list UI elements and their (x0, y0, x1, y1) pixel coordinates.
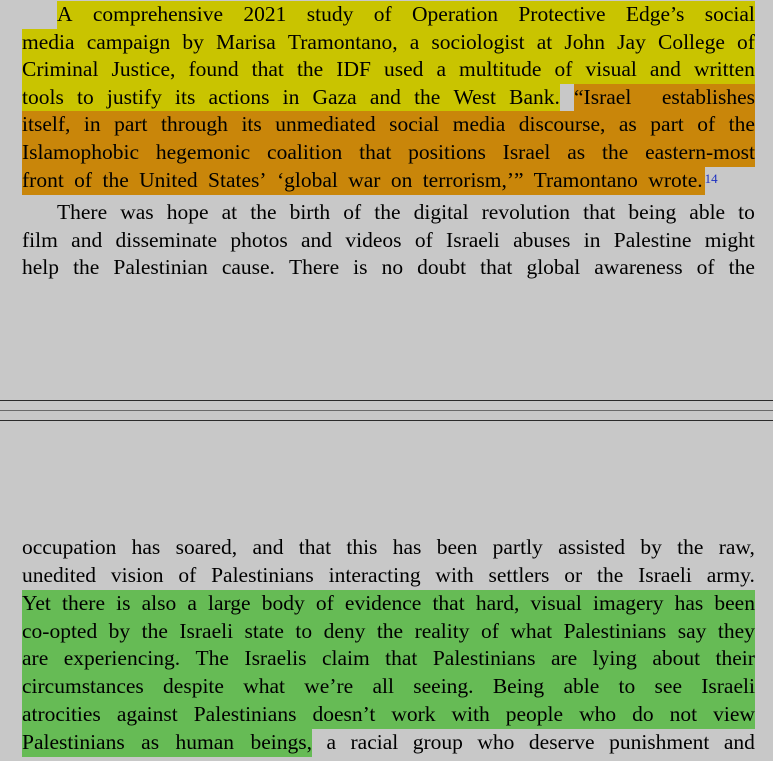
word: human (175, 730, 235, 754)
page-break (0, 400, 773, 421)
word: social (704, 2, 755, 26)
word: John (564, 30, 606, 54)
word: been (436, 535, 478, 559)
word: Israeli (179, 619, 234, 643)
word: not (669, 702, 698, 726)
word: found (188, 57, 239, 81)
word: as (618, 112, 637, 136)
word: revolution (481, 200, 571, 224)
word: of (697, 112, 716, 136)
word: and (649, 57, 681, 81)
word: to (77, 85, 94, 109)
word: despite (163, 674, 224, 698)
word: its (175, 85, 196, 109)
word: and (723, 730, 755, 754)
word: the (728, 112, 755, 136)
word: its (241, 112, 262, 136)
word: visual (530, 591, 582, 615)
word: media (452, 112, 506, 136)
document-page-lower (0, 421, 773, 761)
word: photos (230, 228, 288, 252)
word: Palestinians (211, 563, 314, 587)
word: Palestine (613, 228, 692, 252)
word: hard, (475, 591, 520, 615)
word: unmediated (275, 112, 376, 136)
word: a (326, 730, 337, 754)
word: of (343, 200, 362, 224)
word: are (550, 646, 578, 670)
word: that (480, 255, 513, 279)
word: IDF (336, 57, 371, 81)
highlight-orange (574, 84, 755, 112)
text-line (22, 590, 755, 618)
word: no (381, 255, 404, 279)
word: evidence (344, 591, 422, 615)
word: able (689, 200, 726, 224)
text-line (22, 729, 755, 757)
word: body (261, 591, 305, 615)
text-line (22, 1, 755, 29)
word: partly (492, 535, 543, 559)
word: soared, (175, 535, 238, 559)
word: atrocities (22, 702, 101, 726)
word: A (57, 2, 73, 26)
word: There (288, 255, 340, 279)
page-divider (0, 410, 773, 411)
word: been (714, 591, 755, 615)
word: the (250, 200, 277, 224)
word: the (601, 140, 629, 164)
word: occupation (22, 535, 117, 559)
word: large (208, 591, 251, 615)
word: digital (413, 200, 469, 224)
text-line (22, 562, 755, 590)
word: coalition (267, 140, 343, 164)
word: say (677, 619, 707, 643)
word: Gaza (312, 85, 357, 109)
word: terrorism,’” (422, 168, 524, 192)
word: war (348, 168, 381, 192)
word: claim (321, 646, 370, 670)
word: social (389, 112, 440, 136)
word: assisted (558, 535, 625, 559)
text-line (22, 111, 755, 139)
text-line (22, 56, 755, 84)
word: Israeli (701, 674, 755, 698)
word: circumstances (22, 674, 144, 698)
word: and (301, 228, 333, 252)
word: tools (22, 85, 64, 109)
word: do (632, 702, 654, 726)
word: The (195, 646, 229, 670)
word: by (108, 619, 131, 643)
word: through (161, 112, 228, 136)
word: of (554, 57, 573, 81)
footnote-link[interactable]: 14 (704, 171, 718, 186)
word: of (696, 255, 715, 279)
word: to (738, 200, 755, 224)
word: cause. (221, 255, 275, 279)
word: “Israel (574, 85, 632, 109)
word: racial (350, 730, 399, 754)
word: there (62, 591, 105, 615)
word: of (315, 591, 334, 615)
word: a (187, 591, 197, 615)
word: they (717, 619, 755, 643)
word: film (22, 228, 58, 252)
word: is (116, 591, 131, 615)
word: seeing. (413, 674, 474, 698)
word: lying (592, 646, 637, 670)
word: Islamophobic (22, 140, 140, 164)
word: the (414, 85, 441, 109)
word: positions (408, 140, 486, 164)
word: as (567, 140, 586, 164)
word: part (114, 112, 148, 136)
word: the (374, 200, 401, 224)
word: hope (166, 200, 209, 224)
word: front (22, 168, 64, 192)
word: the (728, 255, 755, 279)
word: hegemonic (155, 140, 251, 164)
word: to (618, 674, 636, 698)
word: Palestinian (113, 255, 208, 279)
word: sociologist (431, 30, 525, 54)
word: might (704, 228, 755, 252)
word: who (579, 702, 617, 726)
word: Israel (502, 140, 551, 164)
word: comprehensive (92, 2, 224, 26)
word: College (657, 30, 725, 54)
word: Yet (22, 591, 51, 615)
word: imagery (593, 591, 664, 615)
word: 2021 (243, 2, 287, 26)
word: that (385, 646, 418, 670)
word: we’re (304, 674, 354, 698)
word: army. (706, 563, 755, 587)
word: able (563, 674, 600, 698)
word: raw, (718, 535, 755, 559)
word: a (409, 30, 420, 54)
text-line (22, 139, 755, 167)
word: settlers (488, 563, 550, 587)
word: justify (106, 85, 162, 109)
highlight-yellow (57, 1, 755, 29)
text-line (22, 227, 755, 255)
word: in (282, 85, 300, 109)
word: has (131, 535, 161, 559)
word: as (141, 730, 160, 754)
word: who (477, 730, 515, 754)
word: beings, (250, 730, 312, 754)
word: view (713, 702, 755, 726)
highlight-green (22, 729, 312, 757)
word: Tramontano (533, 168, 638, 192)
word: about (652, 646, 701, 670)
word: Palestinians (432, 646, 536, 670)
word: the (73, 255, 100, 279)
word: Palestinians (22, 730, 125, 754)
word: the (296, 57, 324, 81)
word: discourse, (518, 112, 606, 136)
text-line (22, 701, 755, 729)
word: experiencing. (63, 646, 181, 670)
word: has (674, 591, 704, 615)
word: States’ (208, 168, 267, 192)
word: and (252, 535, 284, 559)
word: unedited (22, 563, 97, 587)
word: in (583, 228, 601, 252)
word: at (221, 200, 238, 224)
word: being (628, 200, 677, 224)
word: doubt (417, 255, 467, 279)
word: abuses (513, 228, 571, 252)
text-line (22, 84, 755, 112)
word: the (677, 535, 704, 559)
word: was (120, 200, 154, 224)
word: Criminal (22, 57, 99, 81)
word: written (693, 57, 755, 81)
word: of (414, 228, 433, 252)
word: a (436, 57, 446, 81)
word: campaign (86, 30, 171, 54)
word: and (71, 228, 103, 252)
word: deserve (528, 730, 595, 754)
word: with (435, 563, 474, 587)
word: reality (414, 619, 470, 643)
word: that (251, 57, 284, 81)
word: that (432, 591, 465, 615)
word: Israelis (244, 646, 307, 670)
word: what (510, 619, 553, 643)
word: people (505, 702, 564, 726)
word: There (57, 200, 108, 224)
word: are (22, 646, 49, 670)
text-line (22, 167, 755, 195)
word: also (141, 591, 177, 615)
word: doesn’t (312, 702, 376, 726)
word: multitude (459, 57, 542, 81)
word: their (715, 646, 755, 670)
word: against (116, 702, 178, 726)
highlight-orange (22, 167, 705, 195)
word: the (102, 168, 129, 192)
word: eastern-most (645, 140, 755, 164)
word: awareness (594, 255, 683, 279)
word: Palestinians (193, 702, 297, 726)
word: establishes (661, 85, 755, 109)
word: state (244, 619, 284, 643)
word: Protective (518, 2, 606, 26)
word: is (353, 255, 368, 279)
word: deny (323, 619, 366, 643)
word: videos (345, 228, 402, 252)
word: of (737, 30, 755, 54)
word: in (83, 112, 101, 136)
word: media (22, 30, 75, 54)
word: see (654, 674, 682, 698)
word: punishment (609, 730, 710, 754)
word: itself, (22, 112, 71, 136)
word: United (139, 168, 198, 192)
text-line (22, 645, 755, 673)
word: used (383, 57, 424, 81)
word: at (536, 30, 553, 54)
word: wrote. (648, 168, 703, 192)
word: Edge’s (625, 2, 685, 26)
word: West (453, 85, 496, 109)
word: global (526, 255, 581, 279)
word: by (640, 535, 662, 559)
word: with (451, 702, 490, 726)
highlight-yellow (22, 84, 560, 112)
word: visual (585, 57, 637, 81)
word: vision (110, 563, 164, 587)
word: that (359, 140, 392, 164)
word: Israeli (638, 563, 692, 587)
text-line (22, 534, 755, 562)
word: Bank. (509, 85, 560, 109)
word: part (650, 112, 684, 136)
word: to (295, 619, 313, 643)
word: what (243, 674, 286, 698)
text-line (22, 618, 755, 646)
word: Tramontano, (287, 30, 398, 54)
word: that (298, 535, 332, 559)
word: help (22, 255, 60, 279)
word: Israeli (446, 228, 500, 252)
word: Marisa (216, 30, 276, 54)
word: and (369, 85, 401, 109)
text-line (22, 29, 755, 57)
word: study (306, 2, 354, 26)
word: has (392, 535, 422, 559)
word: Operation (412, 2, 498, 26)
word: this (346, 535, 378, 559)
text-line (22, 254, 755, 282)
word: on (390, 168, 413, 192)
text-line (22, 199, 755, 227)
word: of (74, 168, 93, 192)
word: of (373, 2, 392, 26)
word: ‘global (276, 168, 338, 192)
word: actions (208, 85, 270, 109)
word: Justice, (111, 57, 176, 81)
word: disseminate (115, 228, 218, 252)
word: Palestinians (563, 619, 667, 643)
word: the (597, 563, 624, 587)
word: or (564, 563, 583, 587)
word: interacting (328, 563, 421, 587)
word: of (480, 619, 499, 643)
text-line (22, 673, 755, 701)
word: all (372, 674, 394, 698)
word: birth (289, 200, 331, 224)
word: the (376, 619, 404, 643)
word: group (412, 730, 463, 754)
word: the (141, 619, 168, 643)
word: Being (492, 674, 545, 698)
word: work (391, 702, 436, 726)
word: of (178, 563, 197, 587)
word: by (182, 30, 204, 54)
word: co-opted (22, 619, 98, 643)
word: Jay (617, 30, 646, 54)
word: that (583, 200, 616, 224)
